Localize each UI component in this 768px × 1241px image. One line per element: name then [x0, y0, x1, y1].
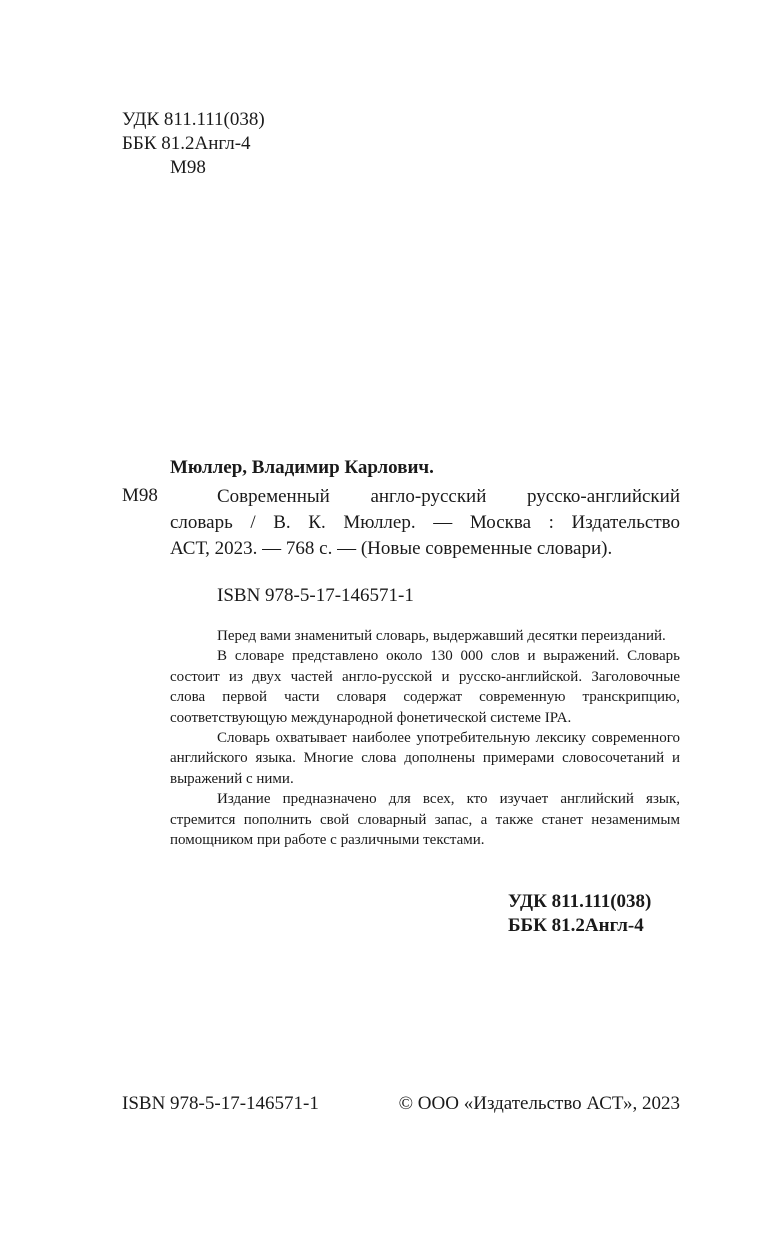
author-heading: Мюллер, Владимир Карлович.	[170, 457, 434, 478]
udk-code-bold: УДК 811.111(038)	[508, 891, 652, 912]
description-line: словарь / В. К. Мюллер. — Москва : Издательство	[170, 512, 680, 533]
bbk-code-bold: ББК 81.2Англ-4	[508, 915, 644, 936]
isbn-main: ISBN 978-5-17-146571-1	[217, 585, 414, 606]
annotation-paragraph: В словаре представлено около 130 000 слов и выражений. Словарь состоит из двух частей англо-русской и русско-английской. Заголовочные слова первой части словаря содержат современную транскрипцию, соответствующую международной фонетической системе IPA.	[170, 648, 680, 726]
footer-isbn: ISBN 978-5-17-146571-1	[122, 1093, 319, 1114]
top-classification	[122, 108, 265, 180]
footer-copyright: © ООО «Издательство АСТ», 2023	[398, 1093, 680, 1114]
author-mark-margin: М98	[122, 485, 158, 506]
bibliographic-description	[170, 484, 680, 562]
author-mark: М98	[170, 157, 206, 178]
description-line: АСТ, 2023. — 768 с. — (Новые современные словари).	[170, 538, 613, 559]
description-line: Современный англо-русский русско-английский	[217, 486, 680, 507]
annotation-paragraph: Перед вами знаменитый словарь, выдержавший десятки переизданий.	[217, 628, 666, 644]
annotation-paragraph: Словарь охватывает наиболее употребительную лексику современного английского языка. Многие слова дополнены примерами словосочетаний и выражений с ними.	[170, 730, 680, 787]
udk-code: УДК 811.111(038)	[122, 109, 265, 130]
bbk-code: ББК 81.2Англ-4	[122, 133, 251, 154]
annotation-paragraph: Издание предназначено для всех, кто изучает английский язык, стремится пополнить свой словарный запас, а также станет незаменимым помощником при работе с различными текстами.	[170, 791, 680, 849]
bottom-classification	[508, 890, 651, 938]
annotation	[170, 626, 680, 850]
footer	[122, 1093, 680, 1115]
